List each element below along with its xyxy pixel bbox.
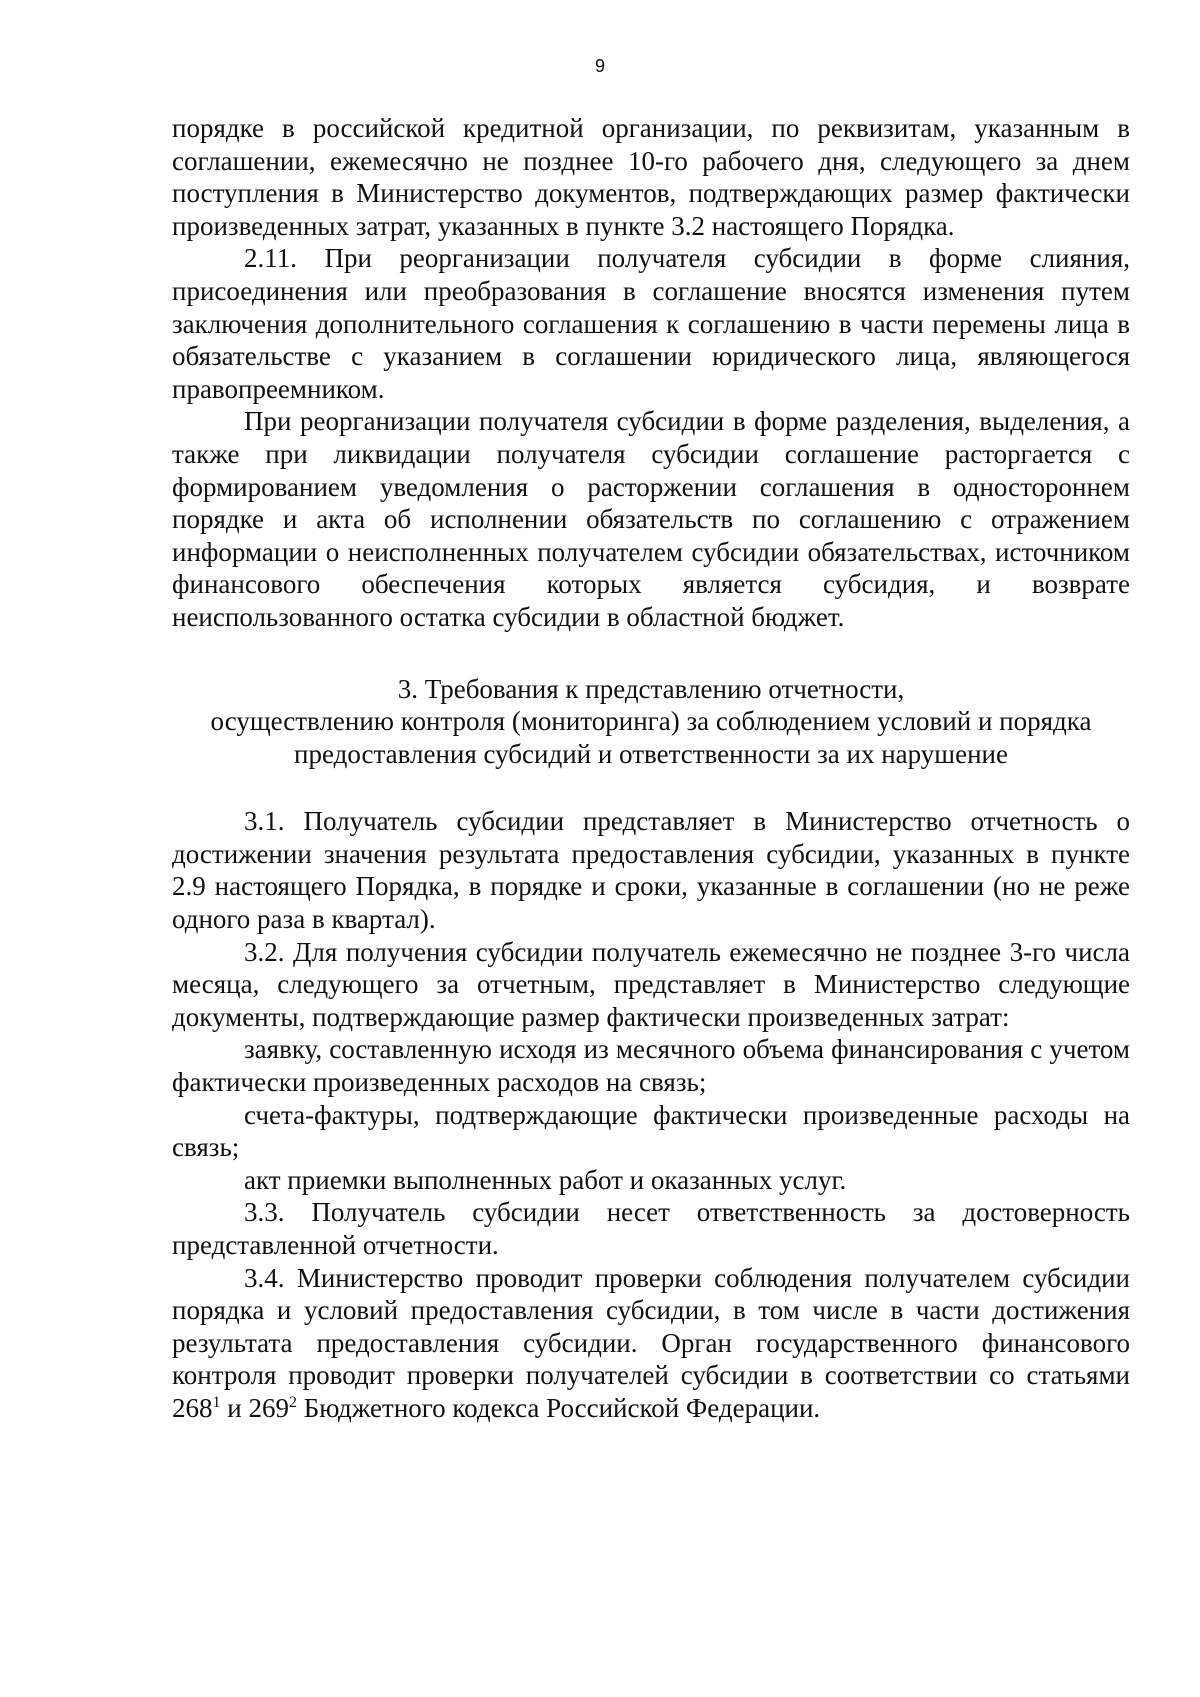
paragraph-3-4-text-2: и 269 [220,1392,289,1423]
article-268-superscript: 1 [212,1393,221,1411]
page-number: 9 [594,56,605,76]
article-269-superscript: 2 [288,1393,297,1411]
section-3-heading-line-2: осуществлению контроля (мониторинга) за соблюдением условий и порядка [210,706,1092,737]
paragraph-3-2-item-acceptance-act: акт приемки выполненных работ и оказанных услуг. [244,1164,847,1195]
paragraph-3-4-text-1: 3.4. Министерство проводит проверки соблюдения получателем субсидии порядка и условий предоставления субсидии, в том числе в части достижения результата предоставления субсидии. Орган государственного финансового контроля проводит проверки получателей субсидии в соответствии со статьями 268 [172,1262,1130,1423]
paragraph-3-3: 3.3. Получатель субсидии несет ответственность за достоверность представленной отчетности. [172,1197,1130,1260]
document-body [172,112,1130,1425]
section-3-heading-line-1: 3. Требования к представлению отчетности, [397,673,905,704]
paragraph-3-2-item-application: заявку, составленную исходя из месячного объема финансирования с учетом фактически произведенных расходов на связь; [172,1034,1130,1098]
section-3-heading-line-3: предоставления субсидий и ответственности за их нарушение [294,738,1008,769]
paragraph-2-11: 2.11. При реорганизации получателя субсидии в форме слияния, присоединения или преобразования в соглашение вносятся изменения путем заключения дополнительного соглашения к соглашению в части перемены лица в обязательстве с указанием в соглашении юридического лица, являющегося правопреемником. [172,243,1130,404]
paragraph-3-1: 3.1. Получатель субсидии представляет в Министерство отчетность о достижении значения результата предоставления субсидии, указанных в пункте 2.9 настоящего Порядка, в порядке и сроки, указанные в соглашении (но не реже одного раза в квартал). [172,806,1130,935]
paragraph-3-4-text-3: Бюджетного кодекса Российской Федерации. [296,1392,821,1423]
paragraph-2-11-reorganization: При реорганизации получателя субсидии в форме разделения, выделения, а также при ликвидации получателя субсидии соглашение расторгается с формированием уведомления о расторжении соглашения в одностороннем порядке и акта об исполнении обязательств по соглашению с отражением информации о неисполненных получателем субсидии обязательствах, источником финансового обеспечения которых является субсидия, и возврате неиспользованного остатка субсидии в областной бюджет. [172,406,1130,632]
paragraph-continuation: порядке в российской кредитной организации, по реквизитам, указанным в соглашении, ежемесячно не позднее 10-го рабочего дня, следующего за днем поступления в Министерство документов, подтверждающих размер фактически произведенных затрат, указанных в пункте 3.2 настоящего Порядка. [172,113,1130,241]
paragraph-3-2: 3.2. Для получения субсидии получатель ежемесячно не позднее 3-го числа месяца, следующего за отчетным, представляет в Министерство следующие документы, подтверждающие размер фактически произведенных затрат: [172,936,1130,1032]
paragraph-3-4 [172,1262,1130,1425]
section-3-heading [172,673,1130,771]
paragraph-3-2-item-invoices: счета-фактуры, подтверждающие фактически произведенные расходы на связь; [172,1099,1130,1163]
